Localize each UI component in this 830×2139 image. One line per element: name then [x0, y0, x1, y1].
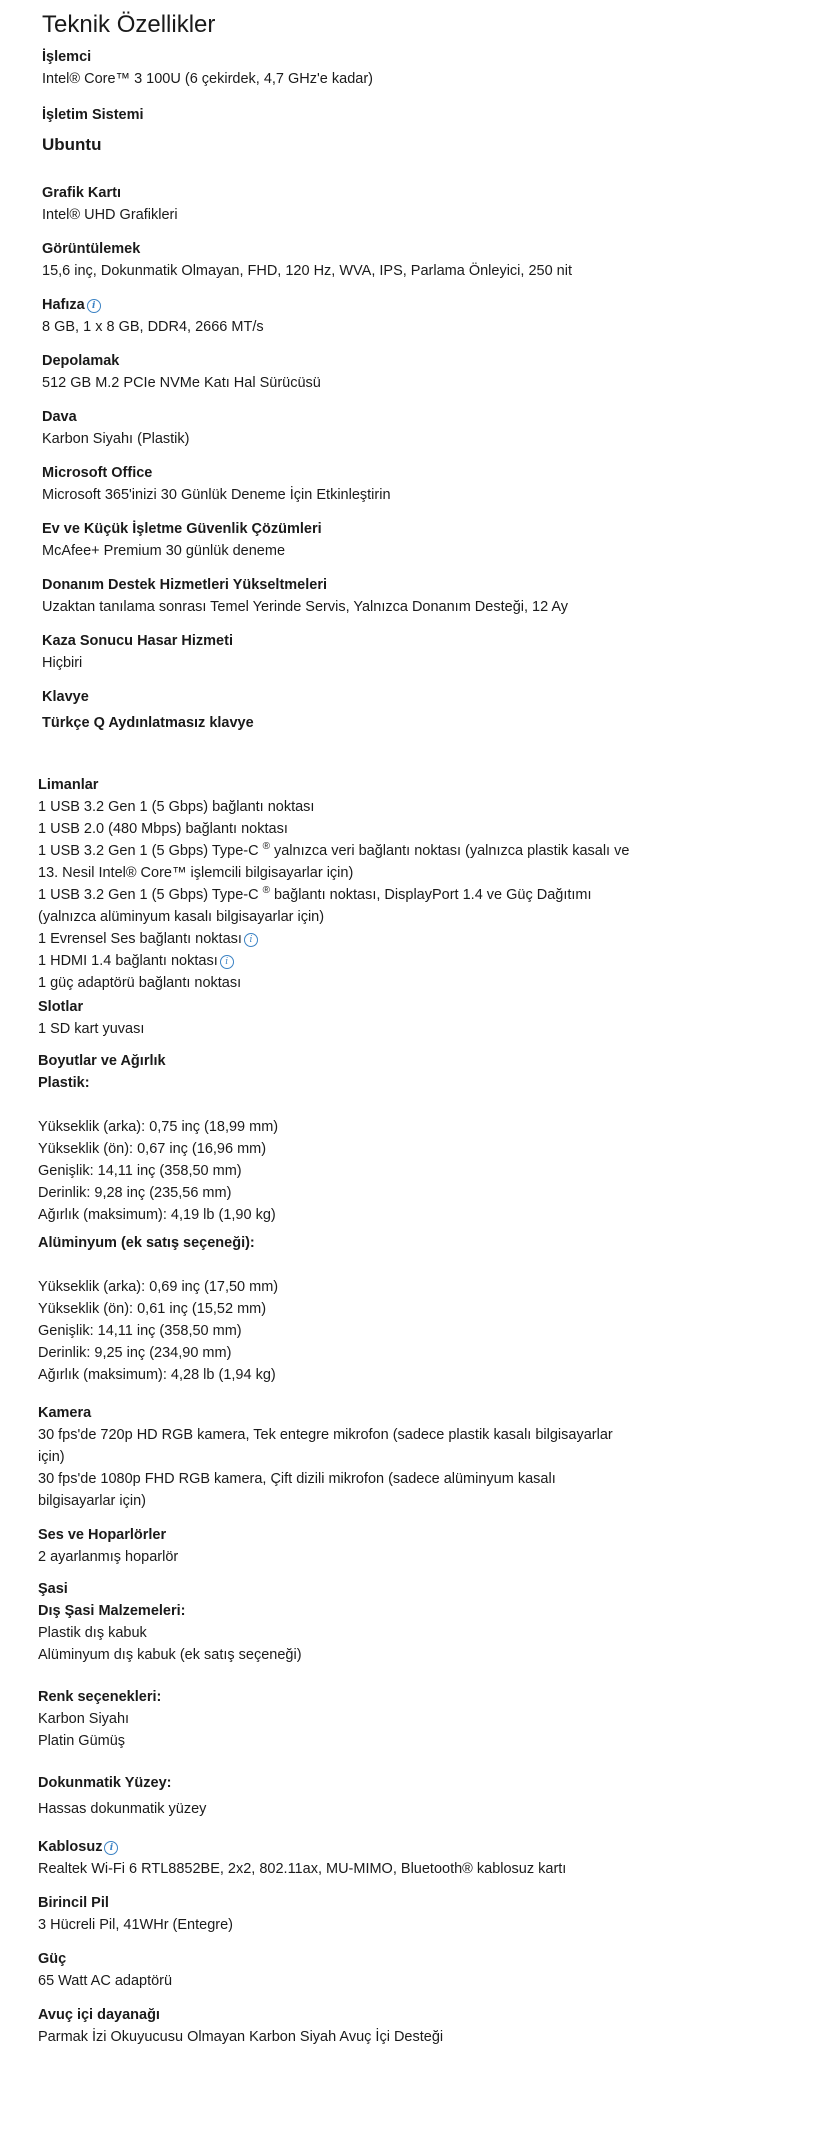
spec-heading: Avuç içi dayanağı [38, 2007, 160, 2023]
spec-chassis [38, 1578, 638, 1666]
port-line: 1 Evrensel Ses bağlantı noktası [38, 931, 242, 947]
port-line: 13. Nesil Intel® Core™ işlemcili bilgisayarlar için) [38, 865, 354, 881]
spec-value: 2 ayarlanmış hoparlör [38, 1549, 179, 1565]
camera-line: 30 fps'de 1080p FHD RGB kamera, Çift dizili mikrofon (sadece alüminyum kasalı [38, 1471, 556, 1487]
dimension-line: Yükseklik (arka): 0,69 inç (17,50 mm) [38, 1279, 279, 1295]
spec-audio [38, 1524, 638, 1568]
port-line: 1 USB 3.2 Gen 1 (5 Gbps) Type-C [38, 887, 259, 903]
spec-heading: İşletim Sistemi [42, 107, 144, 123]
spec-heading: İşlemci [42, 49, 92, 65]
spec-value: Hassas dokunmatik yüzey [38, 1801, 207, 1817]
spec-palmrest [38, 2004, 638, 2048]
spec-heading: Grafik Kartı [42, 185, 121, 201]
dimension-line: Ağırlık (maksimum): 4,28 lb (1,94 kg) [38, 1367, 276, 1383]
spec-keyboard [42, 686, 642, 734]
spec-case [42, 406, 642, 450]
spec-heading: Donanım Destek Hizmetleri Yükseltmeleri [42, 577, 328, 593]
dimension-line: Yükseklik (ön): 0,67 inç (16,96 mm) [38, 1141, 267, 1157]
spec-heading: Dokunmatik Yüzey: [38, 1775, 172, 1791]
dimension-line: Genişlik: 14,11 inç (358,50 mm) [38, 1163, 242, 1179]
spec-heading: Görüntülemek [42, 241, 141, 257]
spec-value: Microsoft 365'inizi 30 Günlük Deneme İçin Etkinleştirin [42, 487, 391, 503]
spec-value: Plastik dış kabuk [38, 1625, 147, 1641]
spec-heading: Limanlar [38, 777, 99, 793]
port-line: 1 güç adaptörü bağlantı noktası [38, 975, 242, 991]
spec-security [42, 518, 642, 562]
spec-heading: Ev ve Küçük İşletme Güvenlik Çözümleri [42, 521, 322, 537]
spec-power [38, 1948, 638, 1992]
spec-value: 65 Watt AC adaptörü [38, 1973, 173, 1989]
spec-value: 1 SD kart yuvası [38, 1021, 145, 1037]
spec-ports: Limanlar 1 USB 3.2 Gen 1 (5 Gbps) bağlantı noktası 1 USB 2.0 (480 Mbps) bağlantı noktası 1 USB 3.2 Gen 1 (5 Gbps) Type-C ® yalnızca veri bağlantı noktası (yalnızca plastik kasalı ve 13. Nesil Intel® Core™ işlemcili bilgisayarlar için) 1 USB 3.2 Gen 1 (5 Gbps) Type-C ® bağlantı noktası, DisplayPort 1.4 ve Güç Dağıtımı (yalnızca alüminyum kasalı bilgisayarlar için) 1 Evrensel Ses bağlantı noktası i 1 HDMI 1.4 bağlantı noktası i 1 güç adaptörü bağlantı noktası [38, 774, 638, 994]
spec-wireless [38, 1836, 638, 1880]
info-icon[interactable]: i [220, 955, 234, 969]
spec-value: Ubuntu [42, 135, 102, 154]
dimension-line: Yükseklik (arka): 0,75 inç (18,99 mm) [38, 1119, 279, 1135]
spec-value: Intel® UHD Grafikleri [42, 207, 178, 223]
spec-heading: Ses ve Hoparlörler [38, 1527, 167, 1543]
spec-value: Hiçbiri [42, 655, 83, 671]
spec-value: Uzaktan tanılama sonrası Temel Yerinde Servis, Yalnızca Donanım Desteği, 12 Ay [42, 599, 569, 615]
spec-heading: Renk seçenekleri: [38, 1689, 162, 1705]
info-icon[interactable]: i [87, 299, 101, 313]
spec-value: 8 GB, 1 x 8 GB, DDR4, 2666 MT/s [42, 319, 264, 335]
spec-heading: Depolamak [42, 353, 120, 369]
spec-heading: Birincil Pil [38, 1895, 109, 1911]
spec-value: Parmak İzi Okuyucusu Olmayan Karbon Siyah Avuç İçi Desteği [38, 2029, 444, 2045]
spec-touchpad [38, 1772, 638, 1820]
spec-heading: Microsoft Office [42, 465, 153, 481]
spec-os [42, 104, 642, 158]
spec-value: McAfee+ Premium 30 günlük deneme [42, 543, 286, 559]
spec-support [42, 574, 642, 618]
spec-value: Platin Gümüş [38, 1733, 126, 1749]
registered-mark: ® [262, 841, 270, 853]
dimension-line: Ağırlık (maksimum): 4,19 lb (1,90 kg) [38, 1207, 276, 1223]
spec-value: 15,6 inç, Dokunmatik Olmayan, FHD, 120 Hz, WVA, IPS, Parlama Önleyici, 250 nit [42, 263, 572, 279]
spec-graphics [42, 182, 642, 226]
spec-value: Karbon Siyahı [38, 1711, 130, 1727]
spec-value: Alüminyum dış kabuk (ek satış seçeneği) [38, 1647, 302, 1663]
spec-display [42, 238, 642, 282]
spec-heading: Kaza Sonucu Hasar Hizmeti [42, 633, 233, 649]
spec-accident [42, 630, 642, 674]
spec-heading: Klavye [42, 689, 89, 705]
spec-subheading: Alüminyum (ek satış seçeneği): [38, 1235, 255, 1251]
spec-subheading: Dış Şasi Malzemeleri: [38, 1603, 186, 1619]
spec-office [42, 462, 642, 506]
port-line: 1 USB 3.2 Gen 1 (5 Gbps) bağlantı noktası [38, 799, 315, 815]
dimension-line: Derinlik: 9,28 inç (235,56 mm) [38, 1185, 232, 1201]
spec-heading: Boyutlar ve Ağırlık [38, 1053, 166, 1069]
spec-subheading: Plastik: [38, 1075, 90, 1091]
camera-line: 30 fps'de 720p HD RGB kamera, Tek entegre mikrofon (sadece plastik kasalı bilgisayarlar [38, 1427, 613, 1443]
spec-value: Intel® Core™ 3 100U (6 çekirdek, 4,7 GHz'e kadar) [42, 71, 373, 87]
spec-memory [42, 294, 642, 338]
spec-heading: Şasi [38, 1581, 68, 1597]
spec-value: Türkçe Q Aydınlatmasız klavye [42, 715, 254, 731]
info-icon[interactable]: i [244, 933, 258, 947]
spec-heading: Kamera [38, 1405, 92, 1421]
spec-battery [38, 1892, 638, 1936]
camera-line: için) [38, 1449, 65, 1465]
spec-heading: Kablosuz [38, 1839, 103, 1855]
spec-heading: Güç [38, 1951, 67, 1967]
dimension-line: Genişlik: 14,11 inç (358,50 mm) [38, 1323, 242, 1339]
spec-colors [38, 1686, 638, 1752]
dimension-line: Derinlik: 9,25 inç (234,90 mm) [38, 1345, 232, 1361]
spec-camera [38, 1402, 638, 1512]
spec-slots [38, 996, 638, 1040]
spec-value: Realtek Wi-Fi 6 RTL8852BE, 2x2, 802.11ax, MU-MIMO, Bluetooth® kablosuz kartı [38, 1861, 567, 1877]
spec-dimensions [38, 1050, 638, 1386]
port-line: 1 USB 2.0 (480 Mbps) bağlantı noktası [38, 821, 288, 837]
info-icon[interactable]: i [104, 1841, 118, 1855]
dimension-line: Yükseklik (ön): 0,61 inç (15,52 mm) [38, 1301, 267, 1317]
camera-line: bilgisayarlar için) [38, 1493, 146, 1509]
spec-value: Karbon Siyahı (Plastik) [42, 431, 190, 447]
port-line: 1 HDMI 1.4 bağlantı noktası [38, 953, 218, 969]
spec-storage [42, 350, 642, 394]
port-line: (yalnızca alüminyum kasalı bilgisayarlar için) [38, 909, 325, 925]
spec-heading: Hafıza [42, 297, 85, 313]
spec-heading: Slotlar [38, 999, 84, 1015]
spec-value: 512 GB M.2 PCIe NVMe Katı Hal Sürücüsü [42, 375, 321, 391]
spec-processor [42, 46, 642, 90]
registered-mark: ® [262, 885, 270, 897]
spec-heading: Dava [42, 409, 77, 425]
page-title: Teknik Özellikler [42, 11, 216, 38]
spec-value: 3 Hücreli Pil, 41WHr (Entegre) [38, 1917, 233, 1933]
port-line: 1 USB 3.2 Gen 1 (5 Gbps) Type-C [38, 843, 259, 859]
